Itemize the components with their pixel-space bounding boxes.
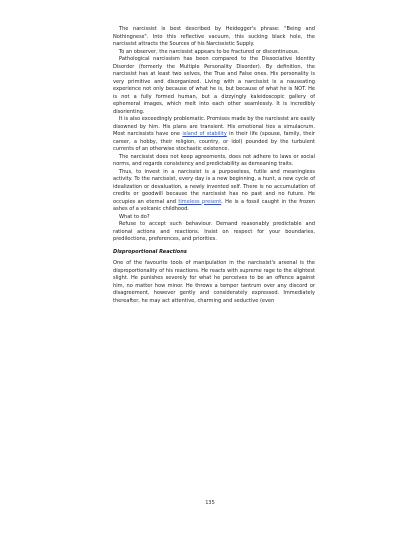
paragraph-what-to-do: What to do? [119, 213, 150, 220]
body-text [113, 26, 315, 305]
paragraph-agreements: The narcissist does not keep agreements, does not adhere to laws or social norms, and regards consistency and predictability as demeaning traits. [113, 153, 315, 167]
page-number: 135 [205, 500, 215, 506]
paragraph-observer: To an observer, the narcissist appears to be fractured or discontinuous. [119, 48, 300, 55]
paragraph-being-and-nothingness: The narcissist is best described by Heidegger's phrase: "Being and Nothingness". Into this reflective vacuum, this sucking black hole, the narcissist attracts the Sources of his Narcissistic Supply. [113, 26, 315, 47]
paragraph-pathological-narcissism: Pathological narcissism has been compared to the Dissociative Identity Disorder (formerly the Multiple Personality Disorder). By definition, the narcissist has at least two selves, the True and False ones. His personality is very primitive and disorganized. Living with a narcissist is a nauseating experience not only because of what he is, but because of what he is NOT. He is not a fully formed human, but a dizzyingly kaleidoscopic gallery of ephemeral images, which melt into each other seamlessly. It is incredibly disorienting. [113, 56, 315, 115]
paragraph-refuse: Refuse to accept such behaviour. Demand reasonably predictable and rational actions and reactions. Insist on respect for your boundaries, predilections, preferences, and priorities. [113, 221, 315, 242]
text-segment: in their life (spouse, family, their career, a hobby, their religion, country, or idol) pounded by the turbulent currents of an otherwise stochastic existence. [113, 131, 315, 152]
text-segment: Thus, to invest in a narcissist is a purposeless, futile and meaningless activity. To the narcissist, every day is a new beginning, a hunt, a new cycle of idealization or devaluation, a newly invented self. There is no accumulation of credits or goodwill because the narcissist has no past and no future. He occupies an eternal and [113, 168, 315, 205]
timeless-present-link[interactable]: timeless present [178, 198, 222, 205]
text-segment: It is also exceedingly problematic. Promises made by the narcissist are easily disowned by him. His plans are transient. His emotional ties a simulacrum. Most narcissists have one [113, 116, 315, 137]
paragraph-problematic [113, 116, 315, 154]
section-heading: Disproportional Reactions [113, 248, 187, 255]
paragraph-invest [113, 169, 315, 214]
island-of-stability-link[interactable]: island of stability [182, 131, 227, 137]
paragraph-disproportional: One of the favourite tools of manipulation in the narcissist's arsenal is the disproportionality of his reactions. He reacts with supreme rage to the slightest slight. He punishes severely for what he perceives to be an offence against him, no matter how minor. He throws a temper tantrum over any discord or disagreement, however gently and considerately expressed. Immediately thereafter, he may act attentive, charming and seductive (even [113, 260, 315, 304]
text-segment: . He is a fossil caught in the frozen ashes of a volcanic childhood. [113, 198, 315, 212]
